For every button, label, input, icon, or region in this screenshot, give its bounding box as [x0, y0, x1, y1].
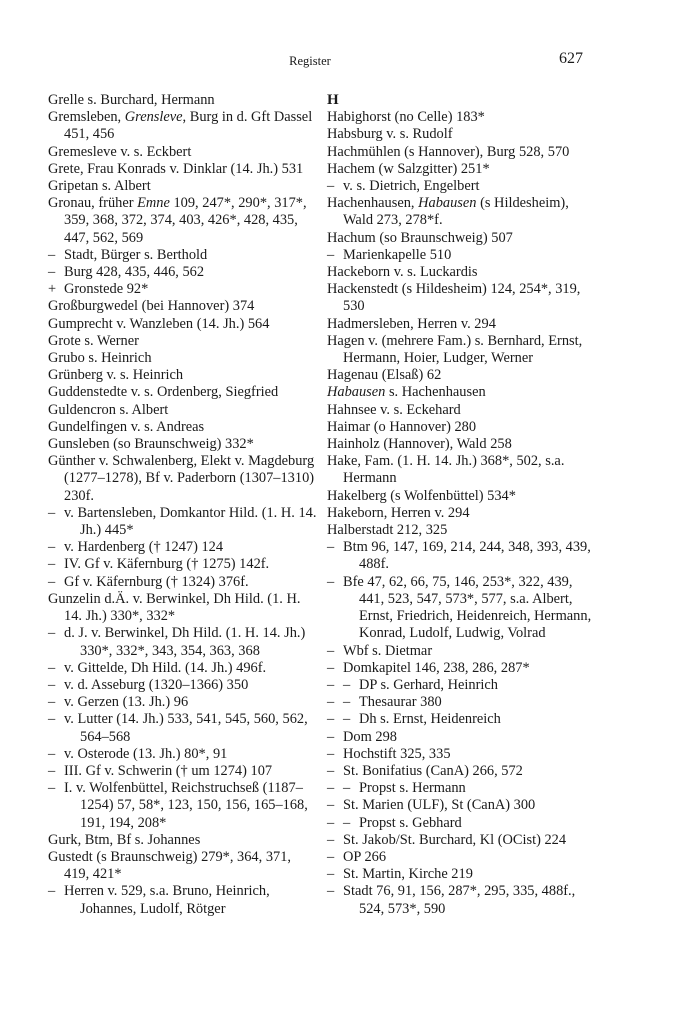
- entry-marker: –: [327, 573, 335, 590]
- sub-entry: [327, 883, 597, 917]
- section-letter: H: [327, 92, 339, 108]
- index-entry: Grünberg v. s. Heinrich: [48, 367, 184, 384]
- index-entry: Hagenau (Elsaß) 62: [327, 367, 442, 384]
- entry-marker: –: [327, 694, 335, 711]
- entry-marker: –: [327, 831, 335, 848]
- entry-marker: –: [327, 883, 335, 900]
- sub-entry: [48, 264, 318, 281]
- entry-text: III. Gf v. Schwerin († um 1274) 107: [64, 762, 273, 779]
- entry-marker: –: [327, 780, 335, 797]
- entry-text: St. Bonifatius (CanA) 266, 572: [343, 762, 523, 779]
- entry-marker: –: [48, 762, 56, 779]
- entry-text: v. Gittelde, Dh Hild. (14. Jh.) 496f.: [64, 659, 267, 676]
- entry-marker: –: [48, 745, 56, 762]
- entry-text: v. Hardenberg († 1247) 124: [64, 539, 224, 556]
- entry-text: v. s. Dietrich, Engelbert: [343, 178, 480, 195]
- entry-marker: –: [343, 694, 351, 711]
- entry-text: Propst s. Hermann: [359, 780, 466, 797]
- sub-sub-entry: [327, 694, 597, 711]
- index-entry: Gripetan s. Albert: [48, 178, 151, 195]
- entry-marker: –: [48, 694, 56, 711]
- entry-text: Herren v. 529, s.a. Bruno, Heinrich, Johannes, Ludolf, Rötger: [64, 883, 270, 917]
- entry-text: d. J. v. Berwinkel, Dh Hild. (1. H. 14. Jh.) 330*, 332*, 343, 354, 363, 368: [64, 625, 306, 659]
- sub-entry: [48, 780, 318, 832]
- entry-text: Btm 96, 147, 169, 214, 244, 348, 393, 439, 488f.: [343, 539, 591, 573]
- entry-marker: –: [48, 780, 56, 797]
- index-entry: [48, 109, 318, 143]
- sub-entry: [48, 711, 318, 745]
- sub-sub-entry: [327, 780, 597, 797]
- entry-text-italic: Grensleve: [124, 109, 183, 126]
- entry-marker: –: [327, 866, 335, 883]
- sub-entry: [48, 677, 318, 694]
- sub-entry: [48, 539, 318, 556]
- entry-marker: –: [48, 625, 56, 642]
- entry-marker: +: [48, 281, 57, 298]
- entry-marker: –: [327, 178, 335, 195]
- entry-text-italic: Emne: [137, 195, 170, 212]
- index-entry: Grelle s. Burchard, Hermann: [48, 92, 215, 108]
- entry-text: OP 266: [343, 848, 387, 865]
- index-entry: [327, 195, 597, 229]
- index-entry: Hachem (w Salzgitter) 251*: [327, 160, 490, 177]
- sub-entry: [327, 729, 597, 746]
- sub-sub-entry: [327, 815, 597, 832]
- entry-text: Hachenhausen,: [327, 195, 419, 212]
- entry-text: s. Hachenhausen: [385, 384, 486, 401]
- entry-text: Stadt, Bürger s. Berthold: [64, 246, 208, 263]
- entry-marker: –: [48, 573, 56, 590]
- entry-marker: –: [327, 745, 335, 762]
- index-entry: Hackeborn v. s. Luckardis: [327, 264, 478, 281]
- index-entry: Guldencron s. Albert: [48, 401, 169, 418]
- entry-marker: –: [48, 659, 56, 676]
- index-entry: Hackenstedt (s Hildesheim) 124, 254*, 319, 530: [327, 281, 581, 315]
- sub-entry: [48, 574, 318, 591]
- entry-text: St. Marien (ULF), St (CanA) 300: [343, 797, 536, 814]
- entry-text: v. Gerzen (13. Jh.) 96: [64, 694, 189, 711]
- entry-text: , Burg in d. Gft Dassel 451, 456: [64, 109, 313, 143]
- entry-marker: –: [327, 797, 335, 814]
- entry-text-italic: Habausen: [418, 195, 477, 212]
- entry-text: Marienkapelle 510: [343, 246, 452, 263]
- index-entry: Grubo s. Heinrich: [48, 350, 152, 367]
- entry-marker: –: [48, 264, 56, 281]
- index-entry: Gunzelin d.Ä. v. Berwinkel, Dh Hild. (1. H. 14. Jh.) 330*, 332*: [48, 590, 301, 625]
- entry-marker: –: [327, 762, 335, 779]
- sub-entry: [327, 539, 597, 573]
- index-entry: Hakelberg (s Wolfenbüttel) 534*: [327, 487, 516, 504]
- sub-entry: [327, 746, 597, 763]
- entry-text: Gronau, früher: [48, 195, 138, 212]
- page-number: 627: [559, 50, 583, 67]
- entry-text: v. d. Asseburg (1320–1366) 350: [64, 676, 249, 693]
- entry-text: v. Lutter (14. Jh.) 533, 541, 545, 560, 562, 564–568: [64, 711, 308, 745]
- sub-entry: [327, 178, 597, 195]
- index-entry: Hakeborn, Herren v. 294: [327, 504, 470, 521]
- entry-text: Stadt 76, 91, 156, 287*, 295, 335, 488f., 524, 573*, 590: [343, 883, 576, 917]
- entry-text: v. Bartensleben, Domkantor Hild. (1. H. 14. Jh.) 445*: [64, 504, 317, 539]
- entry-text: Thesaurar 380: [359, 694, 442, 711]
- sub-entry: [327, 574, 597, 643]
- sub-entry: [327, 763, 597, 780]
- index-entry: Gunsleben (so Braunschweig) 332*: [48, 436, 254, 453]
- entry-marker: –: [343, 676, 351, 693]
- sub-entry: [48, 694, 318, 711]
- sub-entry: [327, 797, 597, 814]
- entry-marker: –: [48, 711, 56, 728]
- sub-entry: [327, 849, 597, 866]
- index-entry: Hagen v. (mehrere Fam.) s. Bernhard, Ernst, Hermann, Hoier, Ludger, Werner: [327, 332, 583, 367]
- sub-entry: [48, 556, 318, 573]
- entry-text: Propst s. Gebhard: [359, 814, 462, 831]
- entry-text: I. v. Wolfenbüttel, Reichstruchseß (1187–1254) 57, 58*, 123, 150, 156, 165–168, 191, 194, 208*: [64, 780, 308, 831]
- index-entry: Gremesleve v. s. Eckbert: [48, 143, 192, 160]
- sub-entry: [48, 746, 318, 763]
- index-entry: Guddenstedte v. s. Ordenberg, Siegfried: [48, 384, 279, 401]
- entry-text: 109, 247*, 290*, 317*, 359, 368, 372, 374, 403, 426*, 428, 435, 447, 562, 569: [64, 195, 307, 246]
- index-entry: Habighorst (no Celle) 183*: [327, 109, 485, 126]
- index-entry: Gundelfingen v. s. Andreas: [48, 418, 205, 435]
- index-entry: Grote s. Werner: [48, 332, 139, 349]
- entry-text: IV. Gf v. Käfernburg († 1275) 142f.: [64, 556, 270, 573]
- entry-marker: –: [48, 246, 56, 263]
- entry-text-italic: Habausen: [327, 384, 386, 401]
- entry-text: Wbf s. Dietmar: [343, 642, 433, 659]
- index-entry: Haimar (o Hannover) 280: [327, 418, 477, 435]
- sub-entry: [48, 883, 318, 917]
- entry-marker: –: [343, 814, 351, 831]
- entry-marker: –: [343, 711, 351, 728]
- index-entry: Hake, Fam. (1. H. 14. Jh.) 368*, 502, s.a. Hermann: [327, 453, 565, 487]
- entry-text: v. Osterode (13. Jh.) 80*, 91: [64, 745, 228, 762]
- right-column: [327, 92, 597, 918]
- sub-entry: [48, 625, 318, 659]
- entry-marker: –: [327, 814, 335, 831]
- entry-marker: –: [327, 246, 335, 263]
- index-entry: Hachum (so Braunschweig) 507: [327, 229, 513, 246]
- entry-text: St. Martin, Kirche 219: [343, 866, 473, 883]
- entry-marker: –: [327, 659, 335, 676]
- entry-text: Dom 298: [343, 728, 397, 745]
- entry-text: Bfe 47, 62, 66, 75, 146, 253*, 322, 439, 441, 523, 547, 573*, 577, s.a. Albert, Ernst, Friedrich, Heidenreich, Hermann, Konrad, Ludolf, Ludwig, Volrad: [343, 573, 592, 642]
- index-entry: Gurk, Btm, Bf s. Johannes: [48, 831, 201, 848]
- entry-text: Burg 428, 435, 446, 562: [64, 264, 205, 281]
- left-column: [48, 92, 318, 918]
- entry-text: Domkapitel 146, 238, 286, 287*: [343, 659, 530, 676]
- sub-sub-entry: [327, 711, 597, 728]
- index-entry: Habsburg v. s. Rudolf: [327, 126, 453, 143]
- entry-text: Gremsleben,: [48, 109, 125, 126]
- entry-text: (s Hildesheim), Wald 273, 278*f.: [343, 195, 569, 229]
- entry-marker: –: [48, 539, 56, 556]
- entry-marker: –: [48, 556, 56, 573]
- entry-marker: –: [327, 676, 335, 693]
- entry-text: Dh s. Ernst, Heidenreich: [359, 711, 501, 728]
- index-entry: Halberstadt 212, 325: [327, 522, 448, 539]
- running-header: Register: [289, 54, 331, 68]
- entry-marker: –: [327, 728, 335, 745]
- entry-marker: –: [343, 780, 351, 797]
- entry-marker: –: [48, 504, 56, 521]
- entry-marker: –: [327, 642, 335, 659]
- entry-marker: –: [327, 539, 335, 556]
- sub-entry: [327, 866, 597, 883]
- entry-marker: –: [48, 676, 56, 693]
- index-entry: Gustedt (s Braunschweig) 279*, 364, 371, 419, 421*: [48, 848, 292, 883]
- sub-entry: [48, 660, 318, 677]
- entry-text: Gronstede 92*: [64, 281, 149, 298]
- sub-entry: [48, 247, 318, 264]
- index-entry: Hainholz (Hannover), Wald 258: [327, 436, 512, 453]
- index-entry: [327, 384, 597, 401]
- entry-marker: –: [327, 848, 335, 865]
- index-entry: Hahnsee v. s. Eckehard: [327, 401, 461, 418]
- sub-sub-entry: [327, 677, 597, 694]
- entry-text: Gf v. Käfernburg († 1324) 376f.: [64, 573, 249, 590]
- entry-marker: –: [48, 883, 56, 900]
- sub-entry: [327, 660, 597, 677]
- sub-entry: [327, 247, 597, 264]
- index-entry: Hadmersleben, Herren v. 294: [327, 315, 496, 332]
- entry-text: Hochstift 325, 335: [343, 745, 451, 762]
- index-entry: Hachmühlen (s Hannover), Burg 528, 570: [327, 143, 570, 160]
- sub-entry: [48, 281, 318, 298]
- sub-entry: [327, 643, 597, 660]
- index-entry: [48, 195, 318, 247]
- index-entry: Grete, Frau Konrads v. Dinklar (14. Jh.) 531: [48, 160, 304, 177]
- index-entry: Gumprecht v. Wanzleben (14. Jh.) 564: [48, 315, 270, 332]
- entry-text: DP s. Gerhard, Heinrich: [359, 676, 498, 693]
- index-entry: Großburgwedel (bei Hannover) 374: [48, 298, 255, 315]
- sub-entry: [327, 832, 597, 849]
- entry-marker: –: [327, 711, 335, 728]
- sub-entry: [48, 763, 318, 780]
- sub-entry: [48, 505, 318, 539]
- index-entry: Günther v. Schwalenberg, Elekt v. Magdeburg (1277–1278), Bf v. Paderborn (1307–1310) 230f.: [48, 453, 315, 504]
- entry-text: St. Jakob/St. Burchard, Kl (OCist) 224: [343, 831, 567, 848]
